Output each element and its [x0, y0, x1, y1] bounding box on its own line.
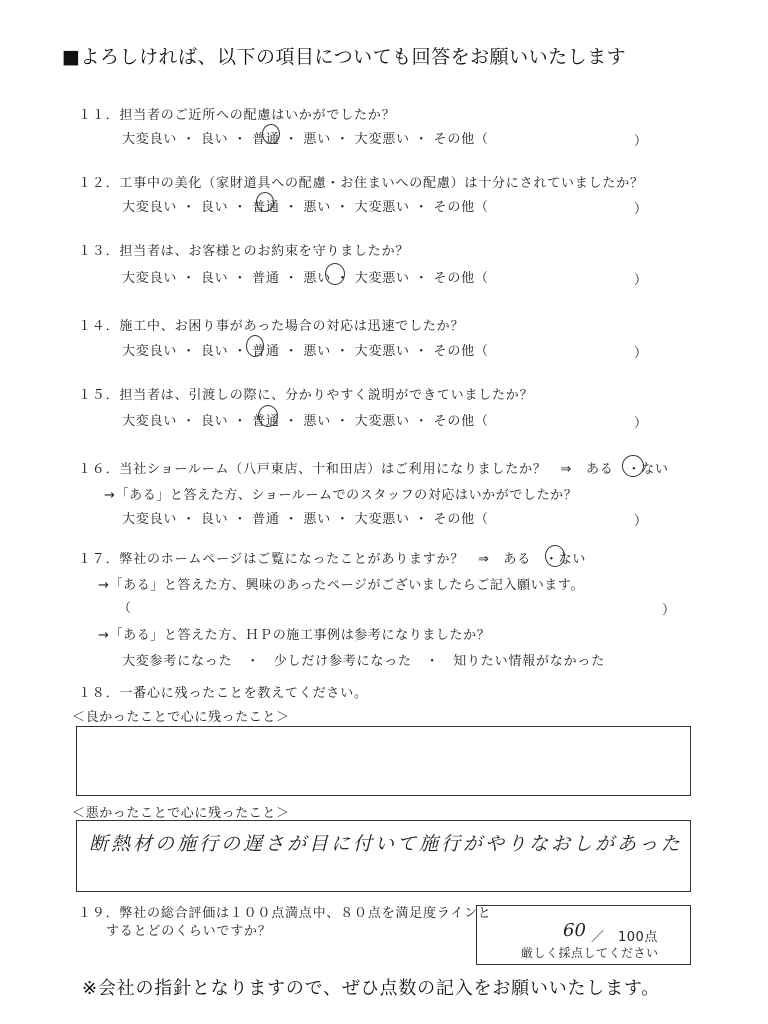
- answer-circle-mark: [246, 335, 264, 357]
- question-17-title: １７．弊社のホームページはご覧になったことがありますか？ ⇒ ある ・ない: [78, 552, 587, 567]
- question-12-options[interactable]: 大変良い ・ 良い ・ 普通 ・ 悪い ・ 大変悪い ・ その他（: [122, 200, 489, 215]
- question-14-close: ）: [634, 346, 648, 361]
- bad-memory-label: ＜悪かったことで心に残ったこと＞: [72, 806, 290, 821]
- question-13-options[interactable]: 大変良い ・ 良い ・ 普通 ・ 悪い ・ 大変悪い ・ その他（: [122, 271, 489, 286]
- question-14-options[interactable]: 大変良い ・ 良い ・ 普通 ・ 悪い ・ 大変悪い ・ その他（: [122, 344, 489, 359]
- question-13-title: １３．担当者は、お客様とのお約束を守りましたか？: [78, 244, 410, 259]
- question-13-close: ）: [634, 273, 648, 288]
- question-17-options[interactable]: 大変参考になった ・ 少しだけ参考になった ・ 知りたい情報がなかった: [122, 654, 606, 669]
- question-15-close: ）: [634, 416, 648, 431]
- question-16-title: １６．当社ショールーム（八戸東店、十和田店）はご利用になりましたか？ ⇒ ある ・ない: [78, 462, 669, 477]
- question-19-title-line1: １９．弊社の総合評価は１００点満点中、８０点を満足度ラインと: [78, 906, 492, 921]
- question-17-sub1: →「ある」と答えた方、興味のあったページがございましたらご記入願います。: [98, 578, 585, 593]
- score-out-of: ／ 100点: [591, 930, 658, 945]
- bad-memory-text: 断熱材の施行の遅さが目に付いて施行がやりなおしがあった: [89, 833, 683, 855]
- good-memory-box[interactable]: [76, 726, 691, 796]
- question-16-options[interactable]: 大変良い ・ 良い ・ 普通 ・ 悪い ・ 大変悪い ・ その他（: [122, 512, 489, 527]
- answer-circle-mark: [262, 124, 280, 144]
- question-15-title: １５．担当者は、引渡しの際に、分かりやすく説明ができていましたか？: [78, 388, 534, 403]
- question-18-title: １８．一番心に残ったことを教えてください。: [78, 686, 368, 701]
- question-15-options[interactable]: 大変良い ・ 良い ・ 普通 ・ 悪い ・ 大変悪い ・ その他（: [122, 414, 489, 429]
- question-16-sub: →「ある」と答えた方、ショールームでのスタッフの対応はいかがでしたか？: [104, 488, 578, 503]
- question-11-close: ）: [634, 134, 648, 149]
- question-11-title: １１．担当者のご近所への配慮はいかがでしたか？: [78, 108, 396, 123]
- good-memory-label: ＜良かったことで心に残ったこと＞: [72, 710, 290, 725]
- question-12-close: ）: [634, 202, 648, 217]
- question-14-title: １４．施工中、お困り事があった場合の対応は迅速でしたか？: [78, 319, 465, 334]
- question-17-open: （: [118, 601, 132, 616]
- score-note: 厳しく採点してください: [521, 946, 659, 960]
- question-17-close: ）: [662, 603, 676, 618]
- answer-circle-mark: [258, 405, 278, 427]
- page-footer: ※会社の指針となりますので、ぜひ点数の記入をお願いいたします。: [82, 978, 661, 999]
- question-11-options[interactable]: 大変良い ・ 良い ・ 普通 ・ 悪い ・ 大変悪い ・ その他（: [122, 132, 489, 147]
- page-header: ■よろしければ、以下の項目についても回答をお願いいたします: [62, 46, 627, 68]
- answer-circle-mark: [622, 455, 644, 477]
- answer-circle-mark: [256, 192, 274, 212]
- question-12-title: １２．工事中の美化（家財道具への配慮・お住まいへの配慮）は十分にされていましたか？: [78, 176, 644, 191]
- answer-circle-mark: [325, 263, 345, 285]
- question-17-sub2: →「ある」と答えた方、ＨＰの施工事例は参考になりましたか？: [98, 628, 491, 643]
- answer-circle-mark: [545, 545, 565, 567]
- score-value: 60: [563, 920, 586, 941]
- question-16-close: ）: [634, 514, 648, 529]
- score-box[interactable]: [476, 905, 691, 965]
- question-19-title-line2: するとどのくらいですか？: [106, 924, 272, 939]
- bad-memory-box[interactable]: [76, 820, 691, 892]
